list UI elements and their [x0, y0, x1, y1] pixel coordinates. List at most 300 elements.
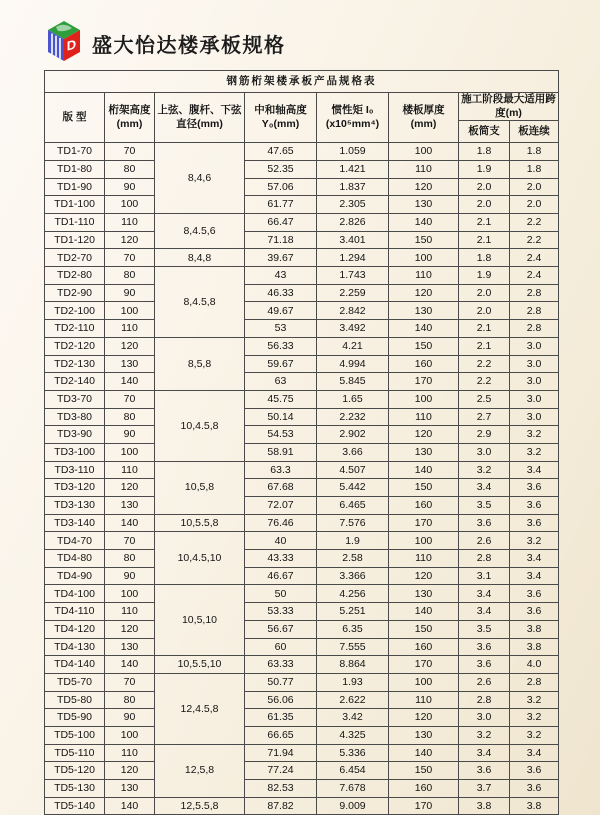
- cell-inertia: 7.678: [317, 780, 389, 798]
- cell-neutral-axis: 52.35: [245, 160, 317, 178]
- cell-slab-thickness: 110: [389, 408, 459, 426]
- table-row: [45, 656, 559, 674]
- cell-model: TD2-120: [45, 337, 105, 355]
- cell-inertia: 2.305: [317, 196, 389, 214]
- table-row: [45, 355, 559, 373]
- cell-inertia: 1.9: [317, 532, 389, 550]
- table-row: [45, 479, 559, 497]
- cell-inertia: 9.009: [317, 797, 389, 815]
- cell-slab-thickness: 140: [389, 320, 459, 338]
- table-row: [45, 390, 559, 408]
- cell-span-continuous: 3.6: [510, 780, 559, 798]
- table-row: [45, 249, 559, 267]
- col-header-span-group: 施工阶段最大适用跨度(m): [459, 93, 559, 121]
- cell-model: TD3-130: [45, 497, 105, 515]
- cell-truss-height: 70: [105, 673, 155, 691]
- cell-span-simple: 3.8: [459, 797, 510, 815]
- cell-span-continuous: 2.8: [510, 320, 559, 338]
- cell-slab-thickness: 170: [389, 373, 459, 391]
- cube-logo-icon: [46, 20, 82, 67]
- cell-diameter: 12,5,8: [155, 744, 245, 797]
- col-header-slab-thickness: 楼板厚度 (mm): [389, 93, 459, 143]
- table-row: [45, 196, 559, 214]
- col-header-neutral-axis: 中和轴高度 Y₀(mm): [245, 93, 317, 143]
- table-row: [45, 726, 559, 744]
- cell-span-simple: 2.1: [459, 337, 510, 355]
- cell-neutral-axis: 46.33: [245, 284, 317, 302]
- cell-neutral-axis: 54.53: [245, 426, 317, 444]
- cell-neutral-axis: 53: [245, 320, 317, 338]
- cell-diameter: 10,4.5,8: [155, 390, 245, 461]
- cell-span-simple: 2.0: [459, 178, 510, 196]
- cell-span-simple: 3.7: [459, 780, 510, 798]
- cell-neutral-axis: 57.06: [245, 178, 317, 196]
- cell-neutral-axis: 58.91: [245, 443, 317, 461]
- cell-span-continuous: 2.0: [510, 196, 559, 214]
- cell-slab-thickness: 150: [389, 479, 459, 497]
- cell-span-continuous: 3.0: [510, 408, 559, 426]
- cell-neutral-axis: 60: [245, 638, 317, 656]
- cell-span-simple: 3.5: [459, 620, 510, 638]
- cell-inertia: 4.994: [317, 355, 389, 373]
- cell-slab-thickness: 120: [389, 567, 459, 585]
- cell-span-simple: 3.1: [459, 567, 510, 585]
- cell-truss-height: 100: [105, 726, 155, 744]
- cell-inertia: 2.826: [317, 214, 389, 232]
- cell-neutral-axis: 77.24: [245, 762, 317, 780]
- cell-span-simple: 3.6: [459, 638, 510, 656]
- cell-model: TD4-80: [45, 550, 105, 568]
- brand-header: [46, 20, 286, 67]
- cell-span-simple: 3.2: [459, 461, 510, 479]
- cell-truss-height: 110: [105, 214, 155, 232]
- col-header-span-continuous: 板连续: [510, 121, 559, 143]
- cell-diameter: 10,5,8: [155, 461, 245, 514]
- cell-model: TD3-70: [45, 390, 105, 408]
- cell-inertia: 6.454: [317, 762, 389, 780]
- cell-span-continuous: 3.6: [510, 497, 559, 515]
- cell-model: TD1-120: [45, 231, 105, 249]
- col-header-inertia: 惯性矩 I₀ (x10⁵mm⁴): [317, 93, 389, 143]
- cell-model: TD3-80: [45, 408, 105, 426]
- cell-inertia: 2.902: [317, 426, 389, 444]
- table-title: 钢筋桁架楼承板产品规格表: [45, 71, 559, 93]
- cell-span-continuous: 3.0: [510, 337, 559, 355]
- cell-slab-thickness: 100: [389, 390, 459, 408]
- cell-truss-height: 100: [105, 302, 155, 320]
- cell-slab-thickness: 110: [389, 691, 459, 709]
- cell-span-continuous: 3.4: [510, 461, 559, 479]
- table-row: [45, 408, 559, 426]
- cell-span-simple: 3.4: [459, 585, 510, 603]
- cell-span-continuous: 2.4: [510, 249, 559, 267]
- cell-model: TD4-130: [45, 638, 105, 656]
- cell-span-simple: 3.6: [459, 762, 510, 780]
- cell-span-simple: 3.4: [459, 603, 510, 621]
- cell-neutral-axis: 82.53: [245, 780, 317, 798]
- cell-inertia: 2.232: [317, 408, 389, 426]
- cell-truss-height: 130: [105, 638, 155, 656]
- table-row: [45, 284, 559, 302]
- cell-slab-thickness: 150: [389, 337, 459, 355]
- cell-model: TD2-130: [45, 355, 105, 373]
- col-header-truss-height: 桁架高度 (mm): [105, 93, 155, 143]
- cell-slab-thickness: 100: [389, 143, 459, 161]
- cell-span-simple: 2.5: [459, 390, 510, 408]
- cell-diameter: 12,5.5,8: [155, 797, 245, 815]
- cell-slab-thickness: 160: [389, 497, 459, 515]
- cell-model: TD5-70: [45, 673, 105, 691]
- cell-neutral-axis: 59.67: [245, 355, 317, 373]
- svg-text:D: D: [66, 36, 77, 54]
- cell-slab-thickness: 100: [389, 532, 459, 550]
- table-row: [45, 160, 559, 178]
- cell-model: TD5-80: [45, 691, 105, 709]
- cell-neutral-axis: 72.07: [245, 497, 317, 515]
- cell-truss-height: 110: [105, 744, 155, 762]
- cell-neutral-axis: 71.18: [245, 231, 317, 249]
- cell-model: TD3-100: [45, 443, 105, 461]
- cell-span-continuous: 2.8: [510, 673, 559, 691]
- cell-model: TD5-110: [45, 744, 105, 762]
- cell-inertia: 3.401: [317, 231, 389, 249]
- cell-truss-height: 140: [105, 514, 155, 532]
- cell-model: TD4-90: [45, 567, 105, 585]
- cell-span-simple: 1.9: [459, 267, 510, 285]
- cell-neutral-axis: 47.65: [245, 143, 317, 161]
- table-row: [45, 709, 559, 727]
- cell-span-simple: 1.9: [459, 160, 510, 178]
- cell-truss-height: 140: [105, 797, 155, 815]
- cell-truss-height: 130: [105, 497, 155, 515]
- cell-inertia: 4.256: [317, 585, 389, 603]
- cell-span-continuous: 3.4: [510, 567, 559, 585]
- col-header-diameter: 上弦、腹杆、下弦 直径(mm): [155, 93, 245, 143]
- cell-slab-thickness: 120: [389, 178, 459, 196]
- cell-neutral-axis: 56.06: [245, 691, 317, 709]
- cell-model: TD2-80: [45, 267, 105, 285]
- cell-truss-height: 120: [105, 337, 155, 355]
- cell-span-simple: 3.0: [459, 443, 510, 461]
- cell-truss-height: 120: [105, 479, 155, 497]
- cell-inertia: 2.58: [317, 550, 389, 568]
- cell-slab-thickness: 140: [389, 603, 459, 621]
- cell-truss-height: 140: [105, 373, 155, 391]
- table-row: [45, 797, 559, 815]
- table-row: [45, 497, 559, 515]
- cell-inertia: 5.845: [317, 373, 389, 391]
- cell-span-simple: 2.2: [459, 373, 510, 391]
- cell-diameter: 10,4.5,10: [155, 532, 245, 585]
- table-row: [45, 214, 559, 232]
- cell-span-continuous: 3.2: [510, 726, 559, 744]
- cell-inertia: 1.059: [317, 143, 389, 161]
- cell-truss-height: 80: [105, 550, 155, 568]
- cell-inertia: 2.259: [317, 284, 389, 302]
- cell-neutral-axis: 61.35: [245, 709, 317, 727]
- cell-truss-height: 90: [105, 178, 155, 196]
- cell-diameter: 8,4.5,8: [155, 267, 245, 338]
- cell-model: TD4-110: [45, 603, 105, 621]
- cell-span-continuous: 3.6: [510, 514, 559, 532]
- cell-slab-thickness: 130: [389, 585, 459, 603]
- cell-truss-height: 70: [105, 143, 155, 161]
- cell-span-continuous: 3.2: [510, 691, 559, 709]
- cell-neutral-axis: 87.82: [245, 797, 317, 815]
- cell-truss-height: 140: [105, 656, 155, 674]
- cell-span-continuous: 3.0: [510, 373, 559, 391]
- table-row: [45, 550, 559, 568]
- cell-span-continuous: 1.8: [510, 160, 559, 178]
- cell-span-continuous: 3.2: [510, 709, 559, 727]
- table-row: [45, 673, 559, 691]
- cell-span-continuous: 3.4: [510, 744, 559, 762]
- col-header-span-simple: 板简支: [459, 121, 510, 143]
- table-row: [45, 267, 559, 285]
- cell-model: TD4-120: [45, 620, 105, 638]
- table-row: [45, 514, 559, 532]
- cell-inertia: 3.66: [317, 443, 389, 461]
- cell-span-continuous: 4.0: [510, 656, 559, 674]
- cell-neutral-axis: 49.67: [245, 302, 317, 320]
- cell-model: TD1-80: [45, 160, 105, 178]
- cell-truss-height: 130: [105, 780, 155, 798]
- cell-span-simple: 2.1: [459, 214, 510, 232]
- cell-span-continuous: 3.6: [510, 479, 559, 497]
- cell-model: TD2-70: [45, 249, 105, 267]
- cell-slab-thickness: 100: [389, 673, 459, 691]
- cell-span-continuous: 3.6: [510, 585, 559, 603]
- cell-model: TD3-140: [45, 514, 105, 532]
- cell-model: TD1-70: [45, 143, 105, 161]
- cell-neutral-axis: 71.94: [245, 744, 317, 762]
- cell-inertia: 6.465: [317, 497, 389, 515]
- cell-model: TD3-120: [45, 479, 105, 497]
- cell-slab-thickness: 160: [389, 355, 459, 373]
- cell-neutral-axis: 66.65: [245, 726, 317, 744]
- cell-inertia: 1.743: [317, 267, 389, 285]
- cell-inertia: 1.65: [317, 390, 389, 408]
- cell-truss-height: 130: [105, 355, 155, 373]
- cell-span-simple: 2.6: [459, 673, 510, 691]
- cell-slab-thickness: 170: [389, 656, 459, 674]
- table-row: [45, 567, 559, 585]
- cell-inertia: 6.35: [317, 620, 389, 638]
- cell-diameter: 10,5.5,10: [155, 656, 245, 674]
- cell-inertia: 1.421: [317, 160, 389, 178]
- header-row-1: [45, 93, 559, 121]
- cell-inertia: 3.366: [317, 567, 389, 585]
- table-row: [45, 780, 559, 798]
- cell-span-continuous: 2.2: [510, 214, 559, 232]
- cell-inertia: 1.294: [317, 249, 389, 267]
- cell-diameter: 8,4.5,6: [155, 214, 245, 249]
- cell-span-simple: 3.6: [459, 514, 510, 532]
- cell-span-simple: 3.4: [459, 479, 510, 497]
- table-row: [45, 373, 559, 391]
- cell-truss-height: 110: [105, 461, 155, 479]
- cell-model: TD1-90: [45, 178, 105, 196]
- cell-inertia: 2.842: [317, 302, 389, 320]
- cell-inertia: 1.837: [317, 178, 389, 196]
- table-row: [45, 443, 559, 461]
- table-row: [45, 603, 559, 621]
- cell-inertia: 5.442: [317, 479, 389, 497]
- cell-span-simple: 2.1: [459, 320, 510, 338]
- cell-span-simple: 2.0: [459, 302, 510, 320]
- cell-span-continuous: 3.6: [510, 603, 559, 621]
- cell-model: TD1-100: [45, 196, 105, 214]
- cell-span-continuous: 3.2: [510, 426, 559, 444]
- cell-span-simple: 3.0: [459, 709, 510, 727]
- cell-span-simple: 1.8: [459, 143, 510, 161]
- cell-truss-height: 90: [105, 709, 155, 727]
- cell-truss-height: 90: [105, 426, 155, 444]
- cell-model: TD4-100: [45, 585, 105, 603]
- table-row: [45, 178, 559, 196]
- cell-model: TD4-70: [45, 532, 105, 550]
- cell-slab-thickness: 110: [389, 550, 459, 568]
- cell-truss-height: 120: [105, 762, 155, 780]
- table-row: [45, 320, 559, 338]
- cell-model: TD2-140: [45, 373, 105, 391]
- cell-neutral-axis: 46.67: [245, 567, 317, 585]
- cell-inertia: 2.622: [317, 691, 389, 709]
- cell-neutral-axis: 61.77: [245, 196, 317, 214]
- cell-truss-height: 80: [105, 267, 155, 285]
- cell-slab-thickness: 150: [389, 620, 459, 638]
- cell-model: TD3-110: [45, 461, 105, 479]
- cell-truss-height: 90: [105, 284, 155, 302]
- table-row: [45, 585, 559, 603]
- cell-neutral-axis: 43: [245, 267, 317, 285]
- cell-span-simple: 3.4: [459, 744, 510, 762]
- cell-inertia: 7.555: [317, 638, 389, 656]
- table-row: [45, 638, 559, 656]
- cell-model: TD5-120: [45, 762, 105, 780]
- table-row: [45, 302, 559, 320]
- spec-table-body: [45, 143, 559, 815]
- cell-diameter: 10,5.5,8: [155, 514, 245, 532]
- cell-slab-thickness: 140: [389, 461, 459, 479]
- cell-truss-height: 70: [105, 390, 155, 408]
- table-row: [45, 762, 559, 780]
- cell-inertia: 4.21: [317, 337, 389, 355]
- cell-diameter: 8,4,6: [155, 143, 245, 214]
- cell-diameter: 12,4.5,8: [155, 673, 245, 744]
- cell-span-simple: 3.5: [459, 497, 510, 515]
- table-row: [45, 143, 559, 161]
- cell-span-simple: 2.0: [459, 196, 510, 214]
- cell-span-simple: 2.0: [459, 284, 510, 302]
- cell-truss-height: 100: [105, 443, 155, 461]
- cell-neutral-axis: 50.14: [245, 408, 317, 426]
- cell-neutral-axis: 76.46: [245, 514, 317, 532]
- cell-slab-thickness: 120: [389, 709, 459, 727]
- cell-neutral-axis: 63.3: [245, 461, 317, 479]
- cell-inertia: 7.576: [317, 514, 389, 532]
- cell-truss-height: 110: [105, 320, 155, 338]
- cell-inertia: 5.251: [317, 603, 389, 621]
- cell-model: TD5-130: [45, 780, 105, 798]
- table-row: [45, 691, 559, 709]
- cell-slab-thickness: 130: [389, 302, 459, 320]
- cell-neutral-axis: 56.67: [245, 620, 317, 638]
- cell-model: TD5-100: [45, 726, 105, 744]
- cell-diameter: 8,5,8: [155, 337, 245, 390]
- cell-slab-thickness: 150: [389, 231, 459, 249]
- cell-span-continuous: 3.2: [510, 443, 559, 461]
- cell-span-simple: 1.8: [459, 249, 510, 267]
- cell-model: TD2-100: [45, 302, 105, 320]
- cell-model: TD4-140: [45, 656, 105, 674]
- cell-slab-thickness: 110: [389, 160, 459, 178]
- cell-span-continuous: 3.8: [510, 797, 559, 815]
- cell-span-continuous: 3.6: [510, 762, 559, 780]
- cell-inertia: 4.507: [317, 461, 389, 479]
- cell-span-continuous: 2.8: [510, 302, 559, 320]
- cell-span-simple: 2.2: [459, 355, 510, 373]
- cell-span-continuous: 2.2: [510, 231, 559, 249]
- cell-neutral-axis: 39.67: [245, 249, 317, 267]
- cell-span-simple: 2.7: [459, 408, 510, 426]
- cell-truss-height: 80: [105, 408, 155, 426]
- cell-inertia: 4.325: [317, 726, 389, 744]
- cell-slab-thickness: 170: [389, 797, 459, 815]
- cell-neutral-axis: 67.68: [245, 479, 317, 497]
- cell-diameter: 10,5,10: [155, 585, 245, 656]
- cell-span-simple: 2.1: [459, 231, 510, 249]
- cell-span-continuous: 3.8: [510, 638, 559, 656]
- cell-truss-height: 100: [105, 196, 155, 214]
- cell-inertia: 3.492: [317, 320, 389, 338]
- cell-slab-thickness: 160: [389, 638, 459, 656]
- table-row: [45, 426, 559, 444]
- page-title: 盛大怡达楼承板规格: [92, 35, 286, 57]
- cell-neutral-axis: 63.33: [245, 656, 317, 674]
- table-title-row: [45, 71, 559, 93]
- cell-span-continuous: 3.8: [510, 620, 559, 638]
- cell-truss-height: 120: [105, 231, 155, 249]
- table-row: [45, 461, 559, 479]
- cell-inertia: 1.93: [317, 673, 389, 691]
- cell-span-simple: 3.2: [459, 726, 510, 744]
- cell-span-simple: 3.6: [459, 656, 510, 674]
- cell-span-continuous: 3.4: [510, 550, 559, 568]
- cell-neutral-axis: 56.33: [245, 337, 317, 355]
- cell-span-continuous: 3.0: [510, 355, 559, 373]
- cell-slab-thickness: 170: [389, 514, 459, 532]
- cell-slab-thickness: 140: [389, 744, 459, 762]
- table-row: [45, 532, 559, 550]
- cell-span-simple: 2.8: [459, 691, 510, 709]
- cell-truss-height: 80: [105, 691, 155, 709]
- cell-neutral-axis: 40: [245, 532, 317, 550]
- cell-span-simple: 2.9: [459, 426, 510, 444]
- cell-truss-height: 100: [105, 585, 155, 603]
- cell-neutral-axis: 50: [245, 585, 317, 603]
- cell-neutral-axis: 63: [245, 373, 317, 391]
- cell-diameter: 8,4,8: [155, 249, 245, 267]
- cell-span-continuous: 3.2: [510, 532, 559, 550]
- table-row: [45, 337, 559, 355]
- cell-truss-height: 70: [105, 532, 155, 550]
- cell-slab-thickness: 120: [389, 426, 459, 444]
- cell-span-continuous: 3.0: [510, 390, 559, 408]
- cell-slab-thickness: 130: [389, 726, 459, 744]
- table-row: [45, 744, 559, 762]
- cell-inertia: 5.336: [317, 744, 389, 762]
